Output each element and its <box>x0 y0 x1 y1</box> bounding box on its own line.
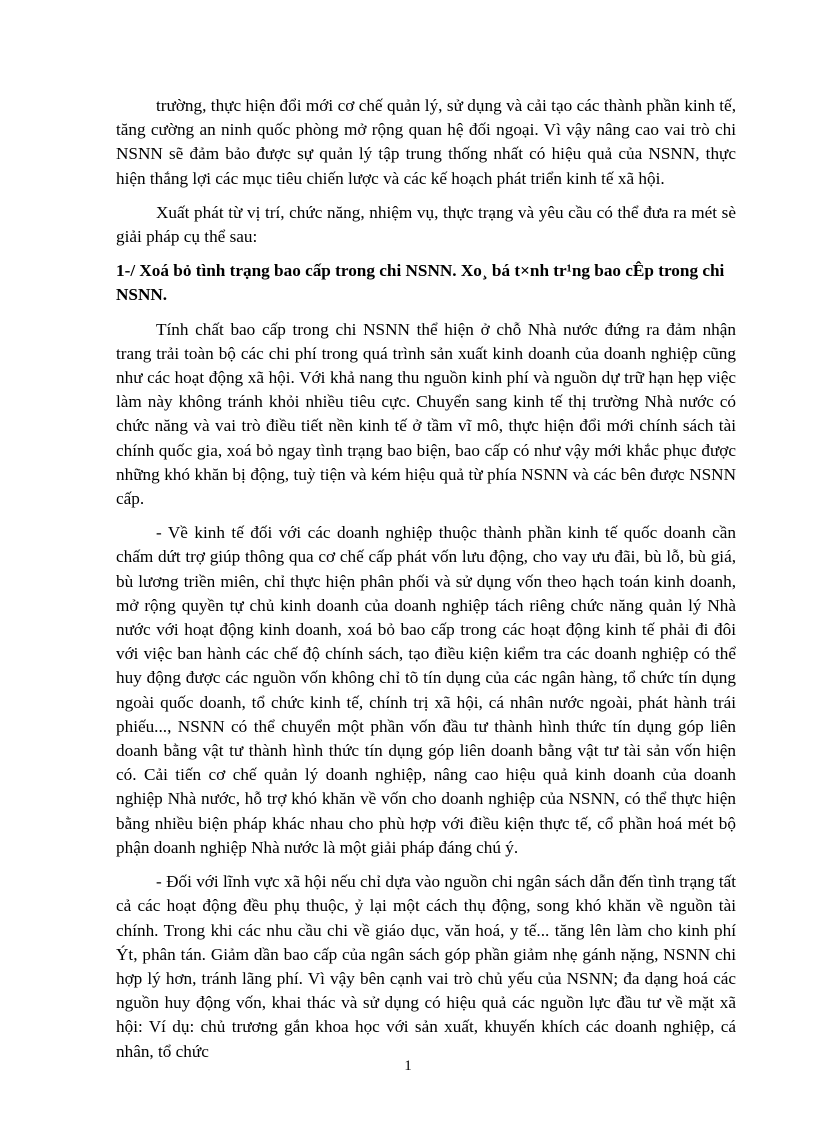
section-heading-1: 1-/ Xoá bỏ tình trạng bao cấp trong chi NSNN. Xo¸ bá t×nh tr¹ng bao cÊp trong chi NSNN. <box>116 261 725 305</box>
paragraph-intro: trường, thực hiện đổi mới cơ chế quản lý, sử dụng và cải tạo các thành phần kinh tế, tăng cường an ninh quốc phòng mở rộng quan hệ đối ngoại. Vì vậy nâng cao vai trò chi NSNN sẽ đảm bảo được sự quản lý tập trung thống nhất có hiệu quả của NSNN, thực hiện thắng lợi các mục tiêu chiến lược và các kế hoạch phát triển kinh tế xã hội. <box>116 96 736 188</box>
paragraph-economic-measures: - Về kinh tế đối với các doanh nghiệp thuộc thành phần kinh tế quốc doanh cần chấm dứt trợ giúp thông qua cơ chế cấp phát vốn lưu động, cho vay ưu đãi, bù lỗ, bù giá, bù lương triền miên, chỉ thực hiện phân phối và sử dụng vốn theo hạch toán kinh doanh, mở rộng quyền tự chủ kinh doanh của doanh nghiệp tách riêng chức năng quản lý Nhà nước với hoạt động kinh doanh, xoá bỏ bao cấp trong các hoạt động kinh tế phải đi đôi với việc ban hành các chế độ chính sách, tạo điều kiện kiểm tra các doanh nghiệp có thể huy động được các nguồn vốn không chỉ tõ tín dụng của các ngân hàng, tổ chức tín dụng ngoài quốc doanh, tổ chức kinh tế, chính trị xã hội, cá nhân nước ngoài, phát hành trái phiếu..., NSNN có thể chuyển một phần vốn đầu tư thành hình thức tín dụng góp liên doanh bằng vật tư thành hình thức tín dụng góp liên doanh bằng vật tư tài sản vốn hiện có. Cải tiến cơ chế quản lý doanh nghiệp, nâng cao hiệu quả kinh doanh của doanh nghiệp Nhà nước, hỗ trợ khó khăn về vốn cho doanh nghiệp của NSNN, có thể thực hiện bằng nhiều biện pháp khác nhau cho phù hợp với điều kiện thực tế, cổ phần hoá mét bộ phận doanh nghiệp Nhà nước là một giải pháp đáng chú ý. <box>116 523 736 857</box>
paragraph-subsidy-nature: Tính chất bao cấp trong chi NSNN thể hiện ở chỗ Nhà nước đứng ra đảm nhận trang trải toàn bộ các chi phí trong quá trình sản xuất kinh doanh của doanh nghiệp cũng như các hoạt động xã hội. Với khả nang thu nguồn kinh phí và nguồn dự trữ hạn hẹp việc làm này không tránh khỏi nhiều tiêu cực. Chuyển sang kinh tế thị trường Nhà nước có chức năng và vai trò điều tiết nền kinh tế ở tầm vĩ mô, thực hiện đổi mới chính sách tài chính quốc gia, xoá bỏ ngay tình trạng bao biện, bao cấp có như vậy mới khắc phục được những khó khăn bị động, tuỳ tiện và kém hiệu quả từ phía NSNN và các bên được NSNN cấp. <box>116 319 736 509</box>
document-page <box>116 94 736 1074</box>
paragraph-solutions-lead: Xuất phát từ vị trí, chức năng, nhiệm vụ, thực trạng và yêu cầu có thể đưa ra mét sè giải pháp cụ thể sau: <box>116 202 736 247</box>
page-number: 1 <box>404 1058 412 1074</box>
paragraph-social-measures: - Đối với lĩnh vực xã hội nếu chỉ dựa vào nguồn chi ngân sách dẫn đến tình trạng tất cả các hoạt động đều phụ thuộc, ỷ lại một cách thụ động, song khó khăn về nguồn tài chính. Trong khi các nhu cầu chi về giáo dục, văn hoá, y tế... tăng lên làm cho kinh phí Ýt, phân tán. Giảm dần bao cấp của ngân sách góp phần giảm nhẹ gánh nặng, NSNN chi hợp lý hơn, tránh lãng phí. Vì vậy bên cạnh vai trò chủ yếu của NSNN; đa dạng hoá các nguồn huy động vốn, khai thác và sử dụng có hiệu quả các nguồn lực đầu tư về mặt xã hội: Ví dụ: chủ trương gắn khoa học với sản xuất, khuyến khích các doanh nghiệp, cá nhân, tổ chức <box>116 872 736 1061</box>
